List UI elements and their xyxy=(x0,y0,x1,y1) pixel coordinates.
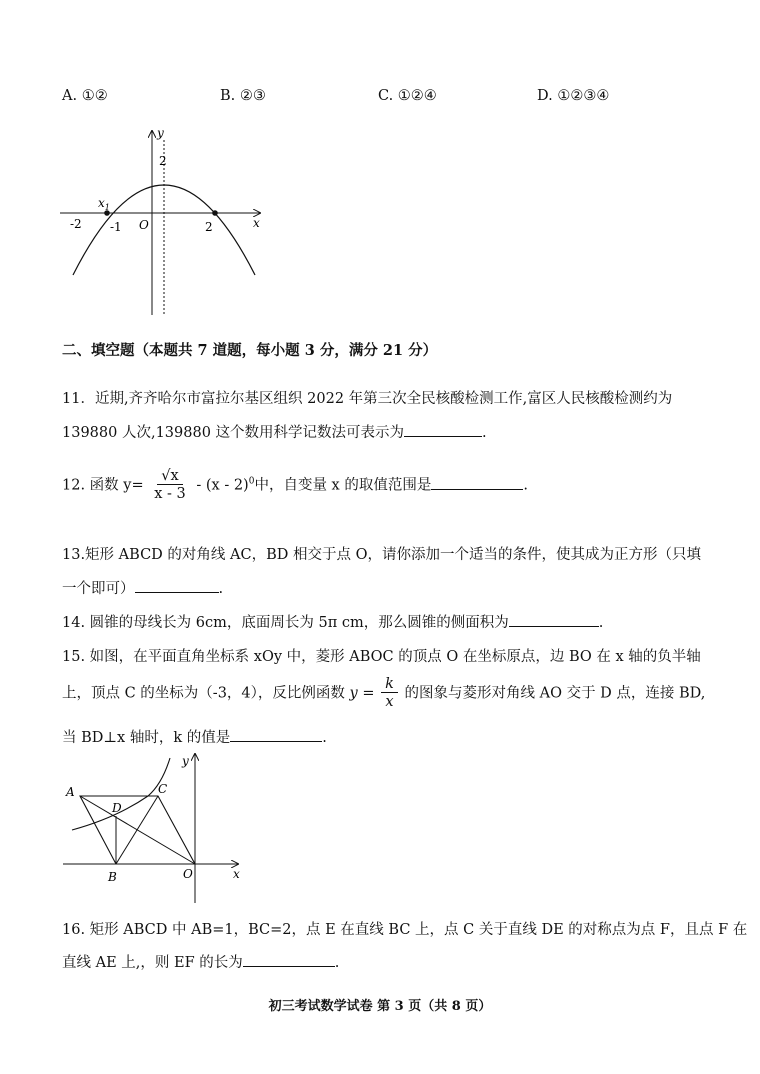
q15-text-c: 当 BD⊥x 轴时，k 的值是 xyxy=(62,730,231,746)
rhombus-graph xyxy=(58,748,253,908)
q11-line1: 11．近期,齐齐哈尔市富拉尔基区组织 2022 年第三次全民核酸检测工作,富区人民核酸检测约为 xyxy=(62,391,673,407)
q15-denominator: x xyxy=(385,694,394,710)
q16-text: 直线 AE 上,，则 EF 的长为 xyxy=(62,955,243,971)
q16-line1: 16. 矩形 ABCD 中 AB=1，BC=2，点 E 在直线 BC 上，点 C 关于直线 DE 的对称点为点 F，且点 F 在 xyxy=(62,922,748,938)
q12-middle: - (x - 2) xyxy=(196,477,249,494)
hyperbola-curve xyxy=(72,758,170,830)
x-label: x xyxy=(253,216,260,230)
q12-denominator: x - 3 xyxy=(154,486,186,502)
q14-text: 14. 圆锥的母线长为 6cm，底面周长为 5π cm，那么圆锥的侧面积为 xyxy=(62,615,509,631)
tick-neg2: -2 xyxy=(70,217,82,231)
choice-d: D. ①②③④ xyxy=(537,88,610,104)
q12-answer-blank[interactable] xyxy=(431,475,523,490)
tick-2-x: 2 xyxy=(205,220,213,234)
q13-line2 xyxy=(62,577,223,598)
y-label-2: y xyxy=(182,754,189,768)
q15-function-y: y = xyxy=(349,685,375,702)
q11-answer-blank[interactable] xyxy=(404,422,482,437)
q11-end: . xyxy=(482,425,487,441)
q15-line3 xyxy=(62,726,327,747)
tick-2-y: 2 xyxy=(159,154,167,168)
point-2 xyxy=(212,210,218,216)
choice-b: B. ②③ xyxy=(220,88,266,104)
q15-fraction xyxy=(381,676,398,711)
q16-end: . xyxy=(334,955,340,971)
q15-text-b: 的图象与菱形对角线 AO 交于 D 点，连接 BD, xyxy=(404,685,706,702)
origin-label: O xyxy=(139,218,149,232)
diagonal-bc xyxy=(116,796,158,864)
q13-text: 一个即可） xyxy=(62,581,135,597)
q13-answer-blank[interactable] xyxy=(135,578,219,593)
q13-line1: 13.矩形 ABCD 的对角线 AC，BD 相交于点 O，请你添加一个适当的条件，使其成为正方形（只填 xyxy=(62,547,701,563)
q15-text-a: 上，顶点 C 的坐标为（-3，4），反比例函数 xyxy=(62,685,345,702)
q12-suffix: 中，自变量 x 的取值范围是 xyxy=(254,477,432,494)
q15-line2 xyxy=(62,676,705,711)
q12-exponent: 0 xyxy=(248,476,255,487)
q15-line1: 15. 如图，在平面直角坐标系 xOy 中，菱形 ABOC 的顶点 O 在坐标原点，边 BO 在 x 轴的负半轴 xyxy=(62,649,701,665)
choice-a: A. ①② xyxy=(62,88,108,104)
y-label: y xyxy=(157,126,164,140)
label-c: C xyxy=(158,782,168,796)
x-label-2: x xyxy=(233,867,240,881)
q11-text: 139880 人次,139880 这个数用科学记数法可表示为 xyxy=(62,425,405,441)
label-d: D xyxy=(112,801,122,815)
tick-neg1: -1 xyxy=(110,220,122,234)
label-a: A xyxy=(66,785,75,799)
q15-numerator: k xyxy=(381,676,398,693)
section-title: 二、填空题（本题共 7 道题，每小题 3 分，满分 21 分） xyxy=(62,342,438,359)
q12-line xyxy=(62,468,528,503)
x1-label: $x_1$ xyxy=(98,196,110,212)
q16-line2 xyxy=(62,951,339,972)
q15-answer-blank[interactable] xyxy=(230,727,322,742)
q13-end: . xyxy=(218,581,224,597)
q15-end: . xyxy=(322,730,327,746)
choice-c: C. ①②④ xyxy=(378,88,437,104)
q12-fraction xyxy=(150,468,190,503)
q12-end: . xyxy=(523,477,528,494)
q14-end: . xyxy=(598,615,604,631)
q12-numerator: √x xyxy=(157,468,182,485)
label-o: O xyxy=(183,867,193,881)
q16-answer-blank[interactable] xyxy=(243,952,335,967)
parabola-graph xyxy=(55,125,270,320)
q14-line xyxy=(62,611,603,632)
q12-prefix: 12. 函数 y= xyxy=(62,477,144,494)
q11-line2 xyxy=(62,421,487,442)
page-footer: 初三考试数学试卷 第 3 页（共 8 页） xyxy=(268,999,492,1014)
label-b: B xyxy=(108,870,117,884)
q14-answer-blank[interactable] xyxy=(509,612,599,627)
